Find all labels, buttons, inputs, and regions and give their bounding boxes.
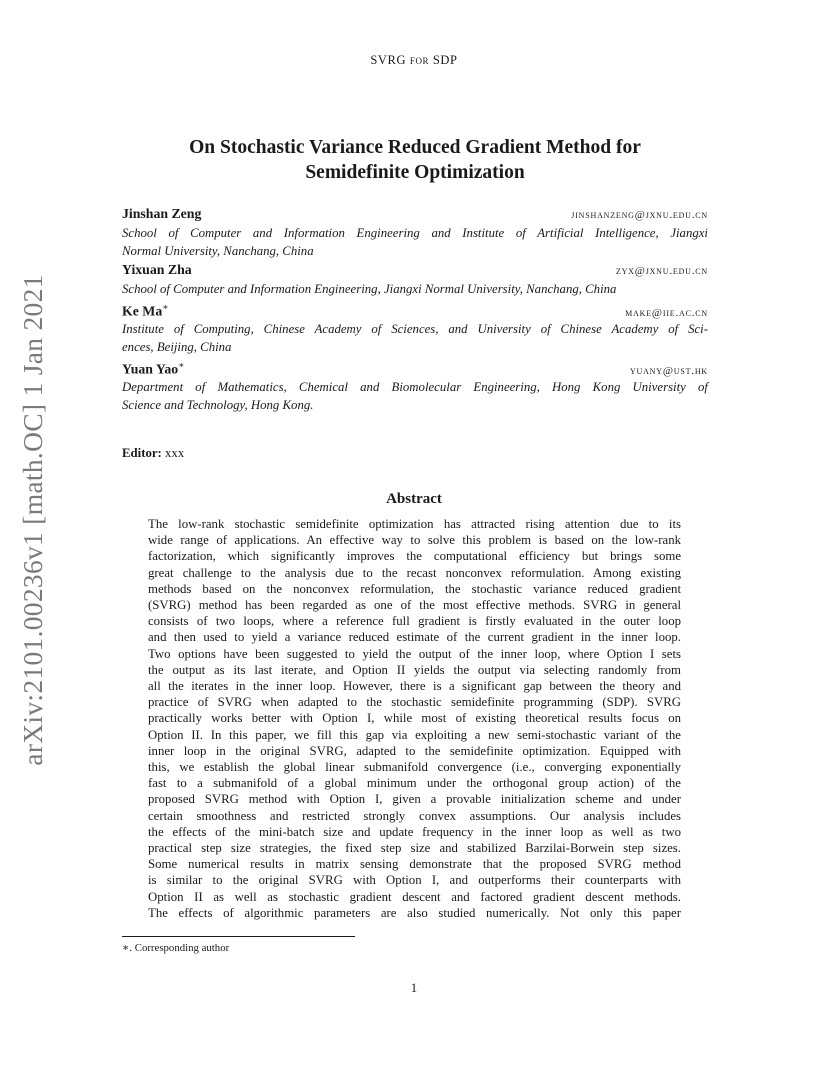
abstract-line: practice of SVRG when adapted to the stochastic semidefinite programming (SDP). SVRG	[148, 695, 681, 710]
author-name: Yuan Yao	[122, 361, 179, 377]
abstract-line: inner loop in the original SVRG, adapted to the semidefinite optimization. Equipped with	[148, 743, 681, 758]
abstract-line: practical step size strategies, the fixed step size and stabilized Barzilai-Borwein step sizes.	[148, 841, 681, 856]
abstract-line: consists of two loops, where a reference full gradient is firstly evaluated in the outer loop	[148, 614, 681, 629]
author-affiliation-line: School of Computer and Information Engineering and Institute of Artificial Intelligence, Jiangxi	[122, 226, 708, 240]
author-block	[122, 360, 708, 414]
abstract-line: Two options have been suggested to yield the output of the inner loop, where Option I sets	[148, 646, 681, 661]
running-head: SVRG for SDP	[370, 53, 458, 67]
footnote: ∗. Corresponding author	[122, 942, 230, 954]
corresponding-author-mark: ∗	[178, 360, 185, 370]
abstract-line: and then used to yield a variance reduced estimate of the current gradient in the inner loop.	[148, 630, 681, 645]
paper-title-line-1: On Stochastic Variance Reduced Gradient Method for	[189, 137, 641, 158]
abstract-line: methods based on the nonconvex reformulation, the stochastic variance reduced gradient	[148, 581, 681, 596]
author-email: make@iie.ac.cn	[625, 306, 708, 319]
author-email: yuany@ust.hk	[629, 364, 708, 377]
arxiv-identifier-text: arXiv:2101.00236v1 [math.OC] 1 Jan 2021	[17, 274, 48, 766]
abstract-body	[148, 516, 681, 921]
author-affiliation-line: School of Computer and Information Engineering, Jiangxi Normal University, Nanchang, China	[122, 282, 617, 296]
abstract-line: the effects of the mini-batch size and update frequency in the inner loop as well as two	[148, 824, 681, 839]
corresponding-author-mark: ∗	[162, 302, 169, 312]
paper-title	[122, 135, 708, 185]
author-affiliation-line: Department of Mathematics, Chemical and Biomolecular Engineering, Hong Kong University of	[122, 380, 708, 394]
abstract-line: all the iterates in the inner loop. However, there is a significant gap between the theory and	[148, 679, 681, 694]
footnote-rule	[122, 936, 355, 937]
abstract-line: is similar to the original SVRG with Option I, and outperforms their counterparts with	[148, 873, 681, 888]
abstract-line: Option II. In this paper, we fill this gap via exploiting a new semi-stochastic variant of the	[148, 727, 681, 742]
abstract-line: factorization, which significantly improves the computational efficiency but brings some	[148, 549, 681, 564]
abstract-line: this, we establish the global linear submanifold convergence (i.e., converging exponentially	[148, 760, 681, 775]
author-block	[122, 262, 708, 298]
author-affiliation-line: Institute of Computing, Chinese Academy of Sciences, and University of Chinese Academy of Sci-	[122, 322, 708, 336]
abstract-line: wide range of applications. An effective way to solve this problem is based on the low-rank	[148, 533, 681, 548]
abstract-line: The low-rank stochastic semidefinite optimization has attracted rising attention due to its	[148, 517, 681, 531]
abstract-line: proposed SVRG method with Option I, given a provable initialization scheme and under	[148, 792, 681, 807]
author-block	[122, 206, 708, 260]
author-name: Yixuan Zha	[122, 262, 192, 277]
abstract-line: fast to a submanifold of a global minimum under the orthogonal group action) of the	[148, 776, 681, 791]
abstract-line: certain smoothness and restricted strongly convex assumptions. Our analysis includes	[148, 808, 681, 823]
author-affiliation-line: Normal University, Nanchang, China	[122, 244, 314, 258]
author-name: Jinshan Zeng	[122, 206, 202, 221]
author-email: zyx@jxnu.edu.cn	[615, 265, 708, 277]
author-name-wrapper	[122, 360, 184, 378]
abstract-heading: Abstract	[386, 491, 442, 507]
author-email: jinshanzeng@jxnu.edu.cn	[571, 209, 708, 221]
page-number: 1	[410, 981, 418, 995]
author-name-wrapper	[122, 302, 168, 320]
abstract-line: great challenge to the analysis due to the recast nonconvex reformulation. Among existing	[148, 565, 681, 580]
author-affiliation-line: Science and Technology, Hong Kong.	[122, 398, 314, 412]
author-name: Ke Ma	[122, 303, 163, 319]
abstract-line: The effects of algorithmic parameters are also studied numerically. Not only this paper	[148, 905, 681, 920]
abstract-line: Option II as well as stochastic gradient descent and factored gradient descent methods.	[148, 889, 681, 904]
abstract-line: (SVRG) method has been regarded as one of the most effective methods. SVRG in general	[148, 598, 681, 613]
editor-line	[122, 446, 184, 461]
abstract-line: the output as its last iterate, and Option II yields the output via selecting randomly from	[148, 662, 681, 677]
editor-label: Editor:	[122, 446, 162, 460]
author-block	[122, 302, 708, 356]
abstract-line: Some numerical results in matrix sensing demonstrate that the proposed SVRG method	[148, 857, 681, 872]
editor-value: xxx	[165, 446, 185, 460]
abstract-line: practically works better with Option I, while most of existing theoretical results focus on	[148, 711, 681, 726]
arxiv-identifier-stamp	[16, 270, 50, 770]
author-affiliation-line: ences, Beijing, China	[122, 340, 232, 354]
paper-title-line-2: Semidefinite Optimization	[305, 162, 525, 183]
